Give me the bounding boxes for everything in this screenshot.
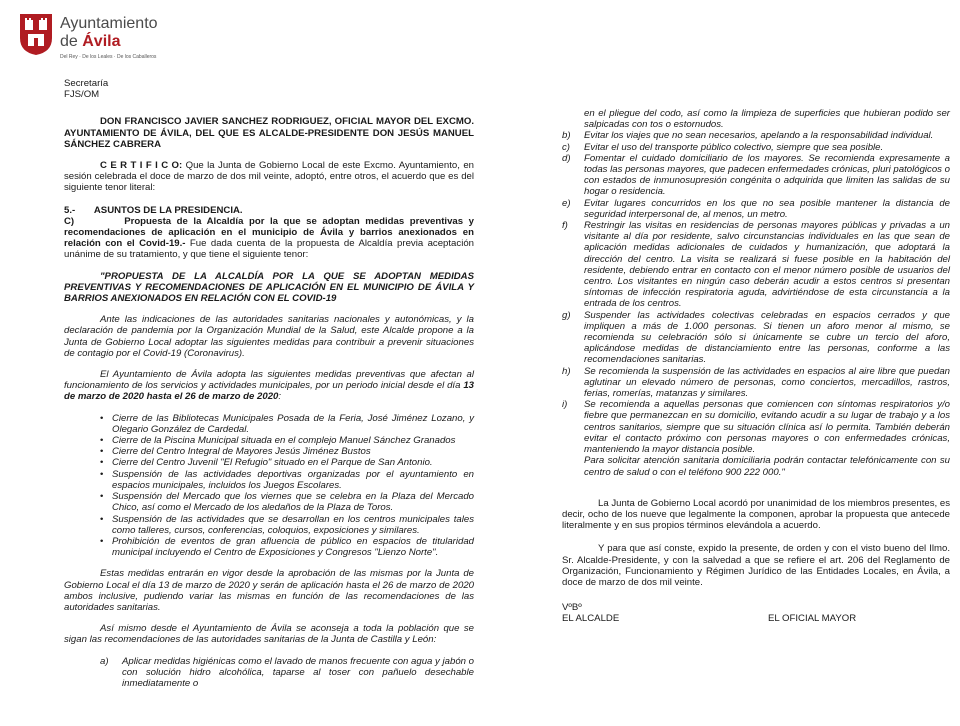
signature-officer: EL OFICIAL MAYOR — [768, 613, 857, 625]
bullet-icon: • — [100, 513, 104, 525]
signature-mayor: EL ALCALDE — [562, 613, 620, 625]
item-text: Evitar lugares concurridos en los que no sea posible mantener la distancia de seguridad interpersonal de, al menos, un metro. — [584, 197, 950, 220]
item-label: h) — [562, 365, 571, 377]
brand-city — [60, 33, 121, 51]
item-label: i) — [562, 399, 568, 411]
coat-of-arms-icon — [18, 12, 54, 56]
item-text: Fomentar el cuidado domiciliario de los mayores. Se recomienda expresamente a todas las personas mayores, que padecen enfermedades crónicas, pluri patológicos o con estados de inmunosupresión congénita o adquirida que limiten las salidas de su hogar o residencia. — [584, 152, 950, 198]
measure-text: Suspensión de las actividades deportivas organizadas por el ayuntamiento en espacios municipales, incluidos los Juegos Escolares. — [112, 468, 474, 491]
list-item — [100, 469, 474, 491]
brand-de: de — [60, 33, 78, 50]
measure-text: Cierre del Centro Juvenil "El Refugio" situado en el Parque de San Antonio. — [112, 457, 433, 469]
proposal-title: "PROPUESTA DE LA ALCALDÍA POR LA QUE SE ADOPTAN MEDIDAS PREVENTIVAS Y RECOMENDACIONES DE APLICACIÓN EN EL MUNICIPIO DE ÁVILA Y BARRIOS ANEXIONADOS EN RELACIÓN CON EL COVID-19 — [64, 270, 474, 305]
paragraph-2 — [64, 369, 474, 403]
bullet-icon: • — [100, 457, 104, 469]
measure-text: Cierre de la Piscina Municipal situada en el complejo Manuel Sánchez Granados — [112, 435, 456, 447]
list-item — [100, 457, 474, 468]
item-text: Aplicar medidas higiénicas como el lavado de manos frecuente con agua y jabón o con solución hidro alcohólica, taparse al toser con pañuelo desechable inmediatamente o — [122, 655, 474, 689]
vobo: VºBº — [562, 602, 582, 614]
list-item — [562, 198, 950, 220]
list-item — [562, 399, 950, 455]
section-title: ASUNTOS DE LA PRESIDENCIA. — [93, 204, 243, 216]
signature-paragraph: Y para que así conste, expido la presente, de orden y con el visto bueno del Ilmo. Sr. Alcalde-Presidente, y con la salvedad a que se refiere el art. 206 del Reglamento de Organización, Funcionamiento y Régimen Jurídico de las Entidades Locales, en Ávila, a doce de marzo de dos mil veinte. — [562, 543, 950, 588]
item-label: c) — [562, 141, 570, 153]
measure-text: Prohibición de eventos de gran afluencia de público en espacios de titularidad municipal incluyendo el Centro de Exposiciones y Congresos "Lienzo Norte". — [112, 535, 474, 559]
certificate-heading: DON FRANCISCO JAVIER SANCHEZ RODRIGUEZ, OFICIAL MAYOR DEL EXCMO. AYUNTAMIENTO DE ÁVILA, DEL QUE ES ALCALDE-PRESIDENTE DON JESÚS MANUEL SÁNCHEZ CABRERA — [64, 116, 474, 150]
measure-text: Cierre de las Bibliotecas Municipales Posada de la Feria, José Jiménez Lozano, y Olegario González de Cardedal. — [112, 412, 474, 435]
list-item — [562, 310, 950, 366]
list-item — [100, 491, 474, 513]
left-column — [64, 78, 474, 689]
paragraph-2-colon: : — [278, 391, 282, 403]
item-text: Restringir las visitas en residencias de personas mayores públicas y privadas a un visitante al día por residente, salvo circunstancias individuales en las que sean de aplicación medidas adicionales de cuidados y humanización, que adoptará la dirección del centro. La visita se realizará si fuese posible en la habitación del residente, debiendo entrar en contacto con el menor número posible de usuarios del centro. Los visitantes en ningún caso deberán acudir a estos centros si presentan síntomas de infección respiratoria aguda, advirtiéndose de esta circunstancia a la entrada de los centros. — [584, 220, 950, 310]
bullet-icon: • — [100, 435, 104, 447]
item-label: e) — [562, 197, 571, 209]
list-item — [562, 220, 950, 310]
brand-city-name: Ávila — [82, 33, 121, 50]
item-label: g) — [562, 309, 571, 321]
list-item — [562, 366, 950, 400]
bullet-icon: • — [100, 491, 104, 503]
list-item — [100, 446, 474, 457]
item-text: Se recomienda a aquellas personas que comiencen con síntomas respiratorios y/o fiebre que permanezcan en su domicilio, evitando acudir a su lugar de trabajo y a los centros sanitarios, siempre que su situación clínica así lo permita. También deberán evitar el contacto próximo con personas mayores o con enfermedades crónicas, manteniendo la mayor distancia posible. — [584, 399, 950, 456]
item-label: b) — [562, 130, 571, 142]
section-heading — [64, 205, 474, 216]
paragraph-1: Ante las indicaciones de las autoridades sanitarias nacionales y autonómicas, y la declaración de pandemia por la Organización Mundial de la Salud, este Alcalde propone a la Junta de Gobierno Local adoptar las siguientes medidas para contribuir a prevenir situaciones de contagio por el Covid-19 (Coronavirus). — [64, 314, 474, 359]
item-text: Suspender las actividades colectivas celebradas en espacios cerrados y que impliquen a más de 1.000 personas. Si tienen un aforo menor al mismo, se recomienda su celebración sólo si únicamente se cubre un tercio del aforo, aplicándose medidas de distanciamiento entre las personas, conforme a las recomendaciones sanitarias. — [584, 309, 950, 366]
list-item — [562, 142, 950, 153]
recommendations-list-start — [64, 656, 474, 690]
bullet-icon: • — [100, 412, 104, 424]
department: Secretaría — [64, 78, 109, 89]
bullet-icon: • — [100, 468, 104, 480]
brand-name: Ayuntamiento — [60, 15, 158, 32]
reference: FJS/OM — [64, 89, 100, 101]
list-item — [562, 130, 950, 141]
bullet-icon: • — [100, 535, 104, 547]
brand-tagline: Del Rey · De los Leales · De los Caballeros — [60, 54, 157, 60]
paragraph-2-text: El Ayuntamiento de Ávila adopta las siguientes medidas preventivas que afectan al funcionamiento de los servicios y actividades municipales, por un periodo inicial desde el día — [64, 369, 474, 392]
item-c-text: Fue dada cuenta de la propuesta de Alcaldía previa aceptación unánime de su tratamiento, y que tiene el siguiente tenor: — [64, 238, 474, 261]
list-item — [562, 153, 950, 198]
item-label: d) — [562, 152, 571, 164]
recommendations-list — [562, 130, 950, 455]
certifico-text: Que la Junta de Gobierno Local de este Excmo. Ayuntamiento, en sesión celebrada el doce de marzo de dos mil veinte, adoptó, entre otros, el acuerdo que es del siguiente tenor literal: — [64, 160, 474, 194]
item-c-title: Propuesta de la Alcaldía por la que se adoptan medidas preventivas y recomendaciones de aplicación en el municipio de Ávila y barrios anexionados en relación con el Covid-19.- — [64, 215, 474, 250]
item-a-continuation: en el pliegue del codo, así como la limpieza de superficies que hubieran podido ser salpicadas con tos o estornudos. — [584, 108, 950, 131]
signatures — [562, 613, 950, 639]
list-item — [100, 536, 474, 558]
list-item — [100, 413, 474, 435]
list-item — [100, 656, 474, 690]
measure-text: Cierre del Centro Integral de Mayores Jesús Jiménez Bustos — [112, 446, 371, 458]
right-column — [562, 108, 950, 639]
bullet-icon: • — [100, 446, 104, 458]
certifico-label: C E R T I F I C O: — [100, 160, 183, 172]
item-label: f) — [562, 220, 568, 232]
list-item — [100, 435, 474, 446]
closing-text: Para solicitar atención sanitaria domiciliaria podrán contactar telefónicamente con su centro de salud o con el teléfono 900 222 000." — [584, 455, 950, 478]
certifico-paragraph — [64, 160, 474, 194]
section-number: 5.- — [64, 204, 76, 216]
list-item — [100, 514, 474, 536]
measure-text: Suspensión del Mercado que los viernes que se celebra en la Plaza del Mercado Chico, así como el Mercado de los aledaños de la Plaza de Toros. — [112, 491, 474, 514]
measure-text: Suspensión de las actividades que se desarrollan en los centros municipales tales como talleres, cursos, conferencias, coloquios, exposiciones y similares. — [112, 513, 474, 536]
item-text: Evitar los viajes que no sean necesarios, apelando a la responsabilidad individual. — [584, 130, 934, 142]
agreement-paragraph: La Junta de Gobierno Local acordó por unanimidad de los miembros presentes, es decir, ocho de los nueve que legalmente la componen, aprobar la propuesta que antecede literalmente y en sus propios términos elevándola a acuerdo. — [562, 497, 950, 532]
item-text: Evitar el uso del transporte público colectivo, siempre que sea posible. — [584, 141, 884, 153]
item-c-letter: C) — [64, 215, 75, 227]
paragraph-4: Así mismo desde el Ayuntamiento de Ávila se aconseja a toda la población que se sigan las recomendaciones de las autoridades sanitarias de la Junta de Castilla y León: — [64, 623, 474, 646]
item-c-paragraph — [64, 216, 474, 261]
item-label: a) — [100, 655, 109, 667]
header — [18, 8, 238, 60]
measures-list — [64, 413, 474, 559]
paragraph-2-dates: 13 de marzo de 2020 hasta el 26 de marzo de 2020 — [64, 380, 474, 403]
item-text: Se recomienda la suspensión de las actividades en espacios al aire libre que puedan aglutinar un elevado número de personas, como conciertos, mercadillos, rastros, ferias, romerías, matanzas y similares. — [584, 365, 950, 400]
paragraph-3: Estas medidas entrarán en vigor desde la aprobación de las mismas por la Junta de Gobierno Local el día 13 de marzo de 2020 y serán de aplicación hasta el 26 de marzo de 2020 ambos inclusive, pudiendo variar las mismas en función de las recomendaciones de las autoridades sanitarias. — [64, 568, 474, 613]
